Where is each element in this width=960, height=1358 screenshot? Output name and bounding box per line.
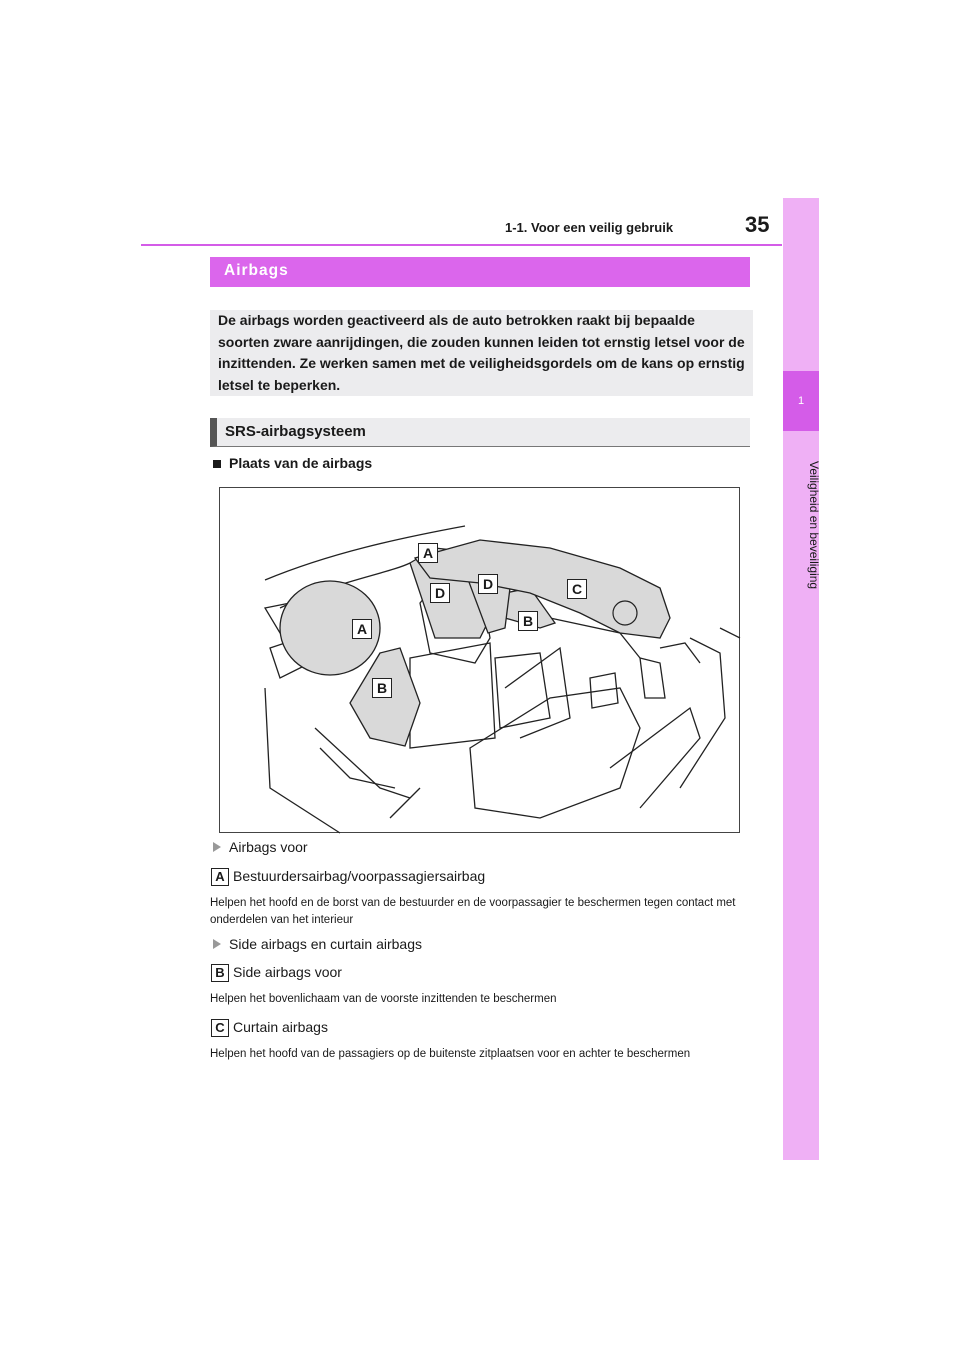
figure-callout-d-right: D	[478, 574, 498, 594]
title-bar-label: Airbags	[224, 262, 289, 279]
car-interior-drawing	[220, 488, 741, 834]
intro-text: De airbags worden geactiveerd als de auto betrokken raakt bij bepaalde soorten zware aanrijdingen, die zouden kunnen leiden tot ernstig letsel voor de inzittenden. Ze werken samen met de veiligheidsgordels om de kans op ernstig letsel te beperken.	[218, 312, 745, 393]
bullet-heading	[213, 455, 372, 471]
subsection-heading-label: SRS-airbagsysteem	[225, 423, 366, 440]
figure-callout-c: C	[567, 579, 587, 599]
side-chapter-title: Veiligheid en beveiliging	[807, 460, 821, 590]
section-title: 1-1. Voor een veilig gebruik	[505, 220, 674, 235]
arrow-bullet-icon	[213, 842, 221, 852]
list-group-label: Side airbags en curtain airbags	[229, 936, 423, 952]
list-group-label: Airbags voor	[229, 839, 308, 855]
header-rule	[141, 244, 782, 246]
subsection-heading	[210, 418, 750, 447]
list-item-label: Curtain airbags	[233, 1019, 328, 1035]
side-tab-strip	[783, 198, 819, 1160]
list-item-description: Helpen het bovenlichaam van de voorste inzittenden te beschermen	[210, 993, 557, 1005]
list-item-description: Helpen het hoofd en de borst van de bestuurder en de voorpassagier te beschermen tegen contact met onderdelen van het interieur	[210, 897, 736, 926]
title-bar	[210, 257, 750, 287]
figure-callout-a-front: A	[352, 619, 372, 639]
square-bullet-icon	[213, 460, 221, 468]
bullet-heading-label: Plaats van de airbags	[229, 455, 373, 471]
list-item	[211, 964, 342, 982]
list-group-front	[213, 839, 308, 855]
list-item	[211, 1019, 328, 1037]
figure-callout-b-front: B	[372, 678, 392, 698]
arrow-bullet-icon	[213, 939, 221, 949]
list-item-description: Helpen het hoofd van de passagiers op de buitenste zitplaatsen voor en achter te beschermen	[210, 1048, 691, 1060]
page-number: 35	[745, 212, 770, 237]
intro-box	[210, 310, 753, 396]
figure-callout-d-left: D	[430, 583, 450, 603]
list-item-label: Bestuurdersairbag/voorpassagiersairbag	[233, 868, 486, 884]
side-chapter-number: 1	[797, 395, 805, 407]
list-item	[211, 868, 485, 886]
list-group-side	[213, 936, 422, 952]
airbag-illustration	[219, 487, 740, 833]
figure-callout-a-top: A	[418, 543, 438, 563]
letter-badge: A	[211, 868, 229, 886]
letter-badge: C	[211, 1019, 229, 1037]
figure-callout-b-right: B	[518, 611, 538, 631]
list-item-label: Side airbags voor	[233, 964, 342, 980]
letter-badge: B	[211, 964, 229, 982]
